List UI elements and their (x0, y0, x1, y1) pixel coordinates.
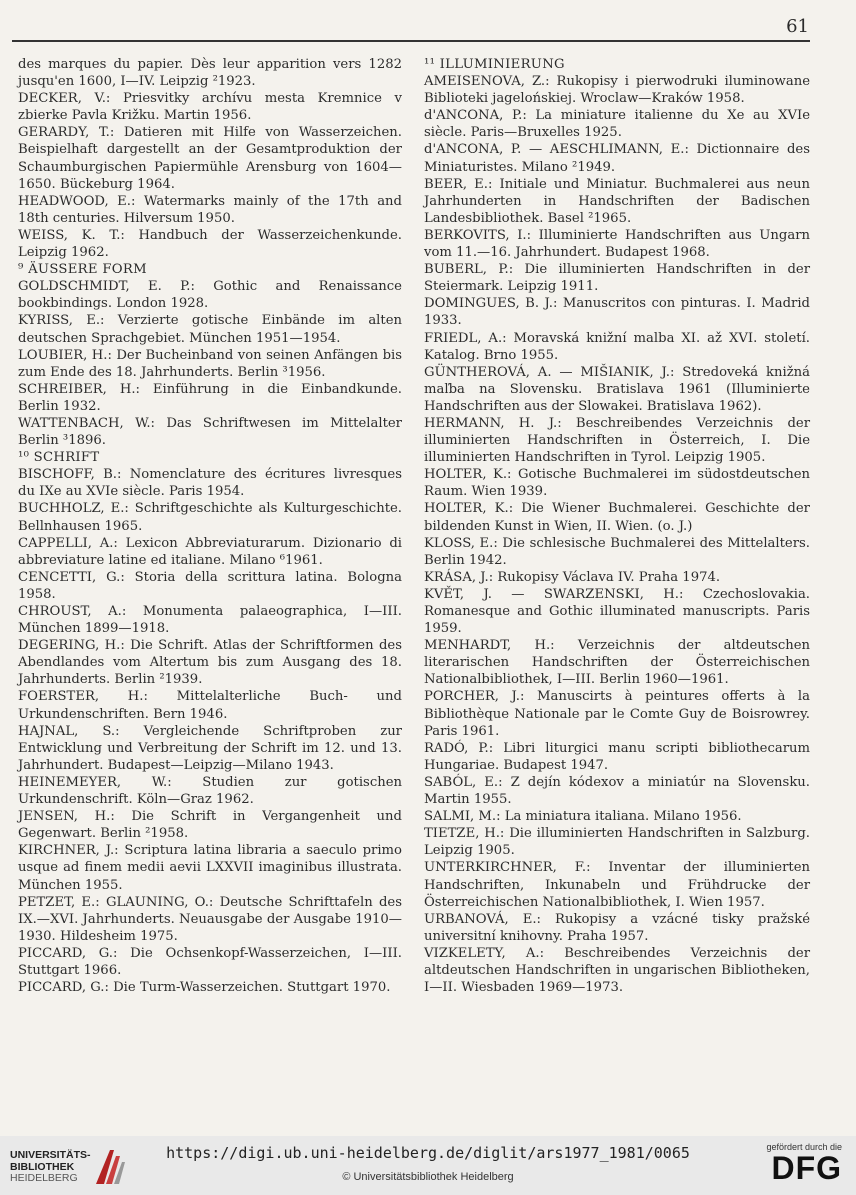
bibliography-entry: WEISS, K. T.: Handbuch der Wasserzeichenkunde. Leipzig 1962. (18, 227, 402, 261)
bibliography-entry: PICCARD, G.: Die Ochsenkopf-Wasserzeichen, I—III. Stuttgart 1966. (18, 945, 402, 978)
bibliography-entry: HEINEMEYER, W.: Studien zur gotischen Urkundenschrift. Köln—Graz 1962. (18, 774, 402, 808)
page-number: 61 (786, 16, 809, 37)
bibliography-entry: KLOSS, E.: Die schlesische Buchmalerei des Mittelalters. Berlin 1942. (424, 535, 810, 568)
bibliography-entry: URBANOVÁ, E.: Rukopisy a vzácné tisky pražské universitní knihovny. Praha 1957. (424, 911, 810, 944)
bibliography-entry: KVĚT, J. — SWARZENSKI, H.: Czechoslovakia. Romanesque and Gothic illuminated manuscripts. Paris 1959. (424, 586, 810, 637)
bibliography-entry: d'ANCONA, P.: La miniature italienne du Xe au XVIe siècle. Paris—Bruxelles 1925. (424, 108, 810, 141)
bibliography-entry: BISCHOFF, B.: Nomenclature des écritures livresques du IXe au XVIe siècle. Paris 1954. (18, 467, 402, 500)
library-name-line1: UNIVERSITÄTS- (10, 1149, 91, 1161)
bibliography-entry: KRÁSA, J.: Rukopisy Václava IV. Praha 1974. (424, 569, 721, 585)
bibliography-entry: MENHARDT, H.: Verzeichnis der altdeutschen literarischen Handschriften der Österreichischen Nationalbibliothek, I—III. Berlin 1960—1961. (424, 638, 810, 688)
permalink-url[interactable]: https://digi.ub.uni-heidelberg.de/diglit/ars1977_1981/0065 (166, 1144, 690, 1162)
bibliography-left-column (18, 56, 402, 996)
bibliography-entry: DECKER, V.: Priesvitky archívu mesta Kremnice v zbierke Pavla Križku. Martin 1956. (18, 91, 402, 124)
dfg-logo[interactable] (752, 1142, 842, 1184)
bibliography-entry: BUBERL, P.: Die illuminierten Handschriften in der Steiermark. Leipzig 1911. (424, 262, 810, 295)
bibliography-entry: SCHREIBER, H.: Einführung in die Einbandkunde. Berlin 1932. (18, 381, 402, 414)
bibliography-entry: DEGERING, H.: Die Schrift. Atlas der Schriftformen des Abendlandes vom Altertum bis zum Ausgang des 18. Jahrhunderts. Berlin ²1939. (18, 638, 402, 688)
section-heading: ¹⁰ SCHRIFT (18, 450, 100, 466)
library-name-line3: HEIDELBERG (10, 1172, 78, 1184)
bibliography-entry: PORCHER, J.: Manuscirts à peintures offerts à la Bibliothèque Nationale par le Comte Guy de Boisrowrey. Paris 1961. (424, 689, 810, 739)
bibliography-entry: HOLTER, K.: Die Wiener Buchmalerei. Geschichte der bildenden Kunst in Wien, II. Wien. (o. J.) (424, 501, 810, 534)
section-heading: ⁹ ÄUSSERE FORM (18, 262, 147, 278)
bibliography-entry: CHROUST, A.: Monumenta palaeographica, I—III. München 1899—1918. (18, 604, 402, 637)
bibliography-entry: des marques du papier. Dès leur apparition vers 1282 jusqu'en 1600, I—IV. Leipzig ²1923. (18, 57, 402, 90)
bibliography-entry: DOMINGUES, B. J.: Manuscritos con pinturas. I. Madrid 1933. (424, 296, 810, 329)
bibliography-entry: VIZKELETY, A.: Beschreibendes Verzeichnis der altdeutschen Handschriften in ungarischen Bibliotheken, I—II. Wiesbaden 1969—1973. (424, 945, 810, 996)
bibliography-entry: AMEISENOVA, Z.: Rukopisy i pierwodruki iluminowane Biblioteki jagelońskiej. Wroclaw—Kraków 1958. (424, 74, 810, 107)
bibliography-entry: CENCETTI, G.: Storia della scrittura latina. Bologna 1958. (18, 569, 402, 602)
bibliography-entry: d'ANCONA, P. — AESCHLIMANN, E.: Dictionnaire des Miniaturistes. Milano ²1949. (424, 142, 810, 175)
bibliography-entry: BUCHHOLZ, E.: Schriftgeschichte als Kulturgeschichte. Bellnhausen 1965. (18, 501, 402, 534)
bibliography-right-column (424, 56, 810, 996)
bibliography-entry: WATTENBACH, W.: Das Schriftwesen im Mittelalter Berlin ³1896. (18, 415, 402, 449)
bibliography-entry: GOLDSCHMIDT, E. P.: Gothic and Renaissance bookbindings. London 1928. (18, 279, 402, 312)
copyright-text: © Universitätsbibliothek Heidelberg (342, 1171, 514, 1183)
bibliography-entry: JENSEN, H.: Die Schrift in Vergangenheit und Gegenwart. Berlin ²1958. (18, 809, 402, 842)
bibliography-entry: FRIEDL, A.: Moravská knižní malba XI. až XVI. století. Katalog. Brno 1955. (424, 330, 810, 363)
bibliography-entry: HOLTER, K.: Gotische Buchmalerei im südostdeutschen Raum. Wien 1939. (424, 467, 810, 500)
footer-bar (0, 1136, 856, 1195)
dfg-wordmark: DFG (771, 1150, 842, 1186)
bibliography-entry: PICCARD, G.: Die Turm-Wasserzeichen. Stuttgart 1970. (18, 980, 391, 996)
header-rule (12, 40, 810, 42)
bibliography-entry: HAJNAL, S.: Vergleichende Schriftproben zur Entwicklung und Verbreitung der Schrift im 12. und 13. Jahrhundert. Budapest—Leipzig—Milano 1943. (18, 723, 402, 773)
bibliography-entry: KIRCHNER, J.: Scriptura latina libraria a saeculo primo usque ad finem medii aevii LXXVII imaginibus illustrata. München 1955. (18, 843, 402, 893)
bibliography-entry: BERKOVITS, I.: Illuminierte Handschriften aus Ungarn vom 11.—16. Jahrhundert. Budapest 1968. (424, 227, 810, 261)
bibliography-entry: LOUBIER, H.: Der Bucheinband von seinen Anfängen bis zum Ende des 18. Jahrhunderts. Berlin ³1956. (18, 347, 402, 380)
bibliography-entry: GERARDY, T.: Datieren mit Hilfe von Wasserzeichen. Beispielhaft dargestellt an der Gesamtproduktion der Schaumburgischen Papiermühle Arensburg von 1604—1650. Bückeburg 1964. (18, 125, 402, 192)
bibliography-entry: FOERSTER, H.: Mittelalterliche Buch- und Urkundenschriften. Bern 1946. (18, 689, 402, 722)
bibliography-entry: UNTERKIRCHNER, F.: Inventar der illuminierten Handschriften, Inkunabeln und Frühdrucke der Österreichischen Nationalbibliothek, I. Wien 1957. (424, 860, 810, 910)
bibliography-entry: PETZET, E.: GLAUNING, O.: Deutsche Schrifttafeln des IX.—XVI. Jahrhunderts. Neuausgabe der Ausgabe 1910—1930. Hildesheim 1975. (18, 894, 402, 944)
bibliography-entry: SALMI, M.: La miniatura italiana. Milano 1956. (424, 809, 742, 825)
funder-caption: gefördert durch die (766, 1142, 842, 1152)
bibliography-entry: TIETZE, H.: Die illuminierten Handschriften in Salzburg. Leipzig 1905. (424, 826, 810, 859)
bibliography-entry: GÜNTHEROVÁ, A. — MIŠIANIK, J.: Stredoveká knižná maľba na Slovensku. Bratislava 1961 (Illuminierte Handschriften aus der Slowakei. Bratislava 1962). (424, 364, 810, 414)
bibliography-entry: HERMANN, H. J.: Beschreibendes Verzeichnis der illuminierten Handschriften in Österreich, I. Die illuminierten Handschriften in Tyrol. Leipzig 1905. (424, 415, 810, 466)
bibliography-entry: KYRISS, E.: Verzierte gotische Einbände im alten deutschen Sprachgebiet. München 1951—1954. (18, 313, 402, 346)
library-name-line2: BIBLIOTHEK (10, 1160, 75, 1173)
bibliography-entry: CAPPELLI, A.: Lexicon Abbreviaturarum. Dizionario di abbreviature latine ed italiane. Milano ⁶1961. (18, 535, 402, 568)
bibliography-entry: RADÓ, P.: Libri liturgici manu scripti bibliothecarum Hungariae. Budapest 1947. (424, 740, 810, 773)
bibliography-entry: BEER, E.: Initiale und Miniatur. Buchmalerei aus neun Jahrhunderten in Handschriften der Badischen Landesbibliothek. Basel ²1965. (424, 176, 810, 226)
section-heading: ¹¹ ILLUMINIERUNG (424, 57, 565, 72)
bibliography-entry: SABÓL, E.: Z dejín kódexov a miniatúr na Slovensku. Martin 1955. (424, 774, 810, 808)
bibliography-entry: HEADWOOD, E.: Watermarks mainly of the 17th and 18th centuries. Hilversum 1950. (18, 193, 402, 226)
